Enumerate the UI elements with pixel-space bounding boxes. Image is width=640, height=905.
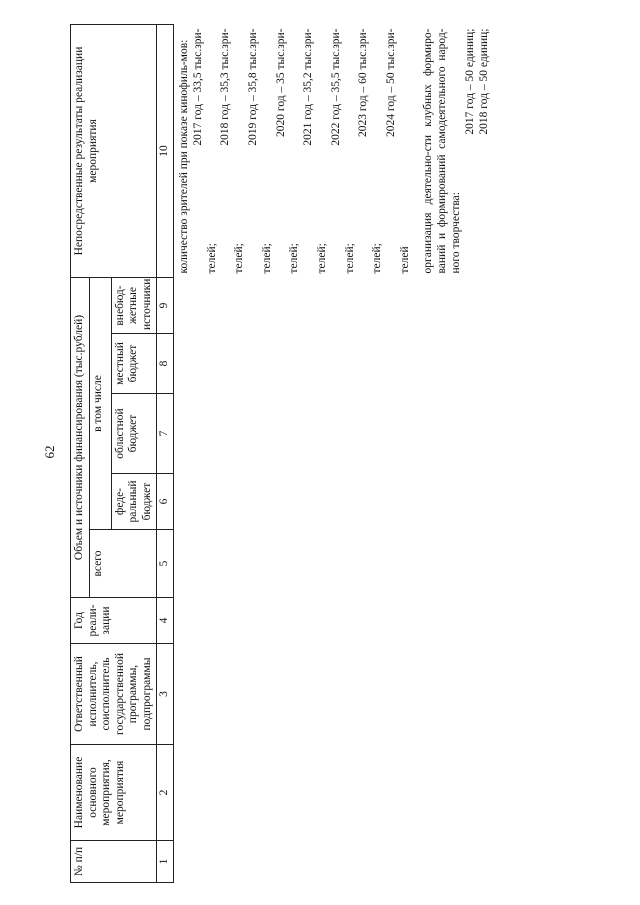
column-number: 10 [157,25,174,278]
table-row [173,25,491,883]
header-measure-name: Наименование основного мероприятия, мероприятия [71,745,157,841]
header-including: в том числе [89,278,111,530]
results-intro-2: организация деятельно-сти клубных формиро-ваний и формирований самодеятельного народ-ного творчества: [422,28,463,274]
header-number: № п/п [71,841,157,883]
results-line: телей; [343,243,356,274]
header-funding: Объем и источники финансирования (тыс.рублей) [71,278,90,598]
results-line: телей; [288,243,301,274]
column-number-row [157,25,174,883]
results-line: телей; [260,243,273,274]
column-number: 1 [157,841,174,883]
spacer [412,29,422,274]
header-row-1 [71,25,90,883]
results-line: 2017 год – 50 единиц; [463,28,476,135]
column-number: 3 [157,644,174,745]
column-number: 4 [157,598,174,644]
results-line: 2018 год – 35,3 тыс.зри- [219,28,232,146]
results-line: телей; [205,243,218,274]
header-year: Год реали-зации [71,598,157,644]
results-line: 2021 год – 35,2 тыс.зри- [302,28,315,146]
column-number: 6 [157,474,174,530]
header-results: Непосредственные результаты реализации мероприятия [71,25,157,278]
column-number: 2 [157,745,174,841]
results-line: 2022 год – 35,5 тыс.зри- [329,28,342,146]
page-number: 62 [42,445,57,459]
column-number: 7 [157,394,174,474]
results-line: 2018 год – 50 единиц; [477,28,490,135]
header-regional: областной бюджет [111,394,157,474]
rotated-table-sheet [70,25,574,883]
column-number: 5 [157,530,174,598]
results-line: 2023 год – 60 тыс.зри- [357,28,370,137]
header-local: местный бюджет [111,334,157,394]
program-measures-table [70,24,491,883]
header-executor: Ответственный исполнитель, соисполнитель государственной программы, подпрограммы [71,644,157,745]
column-number: 9 [157,278,174,334]
results-intro-1: количество зрителей при показе кинофиль-мов: [177,39,190,274]
results-line: 2017 год – 33,5 тыс.зри- [191,28,204,146]
results-cell [173,25,491,278]
header-total: всего [89,530,157,598]
results-line: телей; [315,243,328,274]
results-line: 2020 год – 35 тыс.зри- [274,28,287,137]
results-line: телей [398,246,411,274]
empty-cells [173,278,491,883]
results-line: телей; [233,243,246,274]
header-federal: феде-ральный бюджет [111,474,157,530]
column-number: 8 [157,334,174,394]
results-line: 2024 год – 50 тыс.зри- [384,28,397,137]
results-line: телей; [371,243,384,274]
header-extrabudget: внебюд-жетные источники [111,278,157,334]
results-line: 2019 год – 35,8 тыс.зри- [246,28,259,146]
